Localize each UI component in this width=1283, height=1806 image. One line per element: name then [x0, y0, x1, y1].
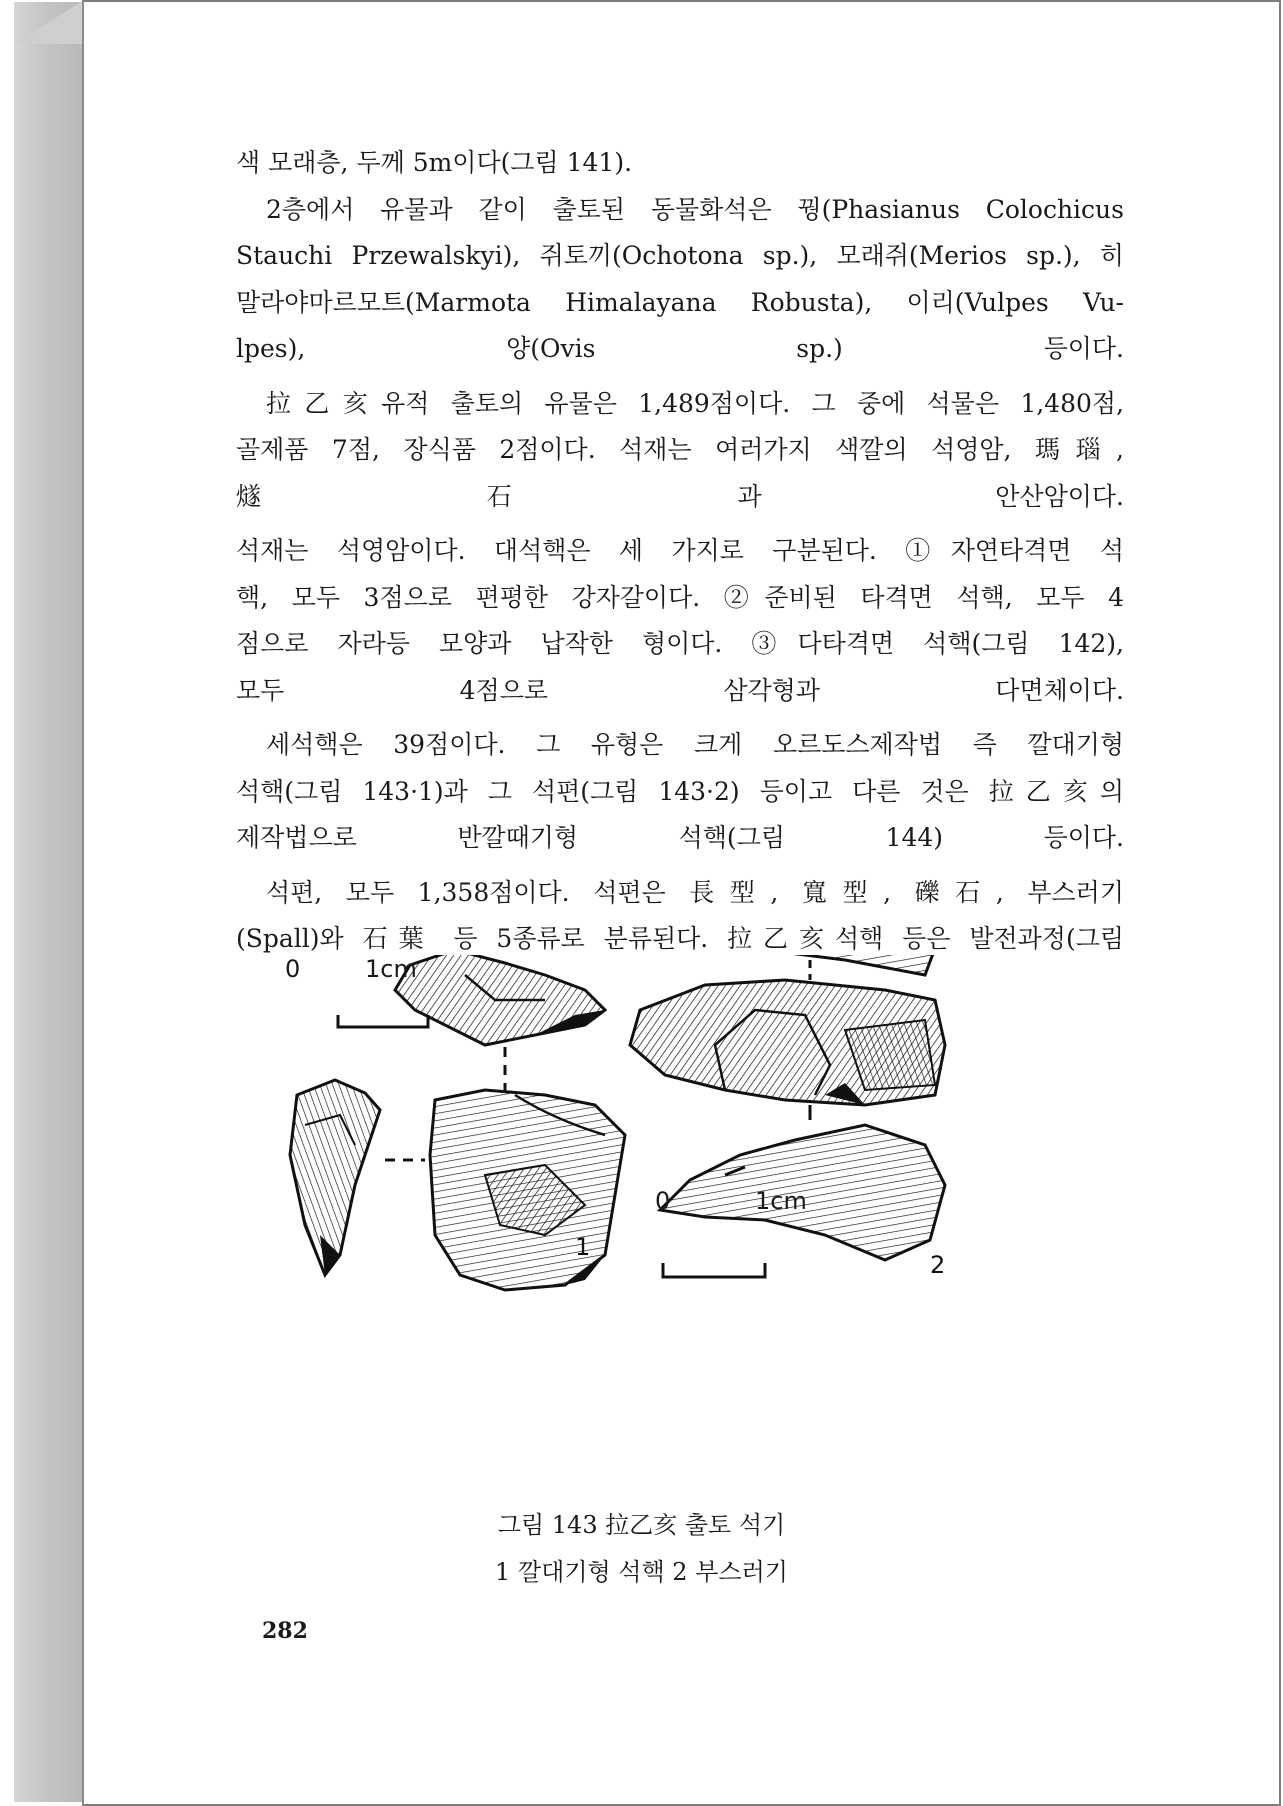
core-top-view	[395, 955, 605, 1045]
paragraph-3	[236, 381, 1124, 521]
line: 핵, 모두 3점으로 편평한 강자갈이다. ②준비된 타격면 석핵, 모두 4	[236, 582, 1124, 612]
book-spine-top	[14, 0, 84, 44]
paragraph-2	[236, 187, 1124, 373]
line: 모두 4점으로 삼각형과 다면체이다.	[236, 675, 1124, 705]
flake-middle-view	[630, 980, 945, 1105]
scale-left-zero: 0	[285, 955, 301, 983]
figure-caption-items: 1 깔대기형 석핵 2 부스러기	[495, 1558, 788, 1586]
flake-top-view	[630, 955, 940, 975]
paragraph-5	[236, 722, 1124, 862]
line: 석핵(그림 143·1)과 그 석편(그림 143·2) 등이고 다른 것은 拉乙亥의	[236, 776, 1124, 806]
line: 점으로 자라등 모양과 납작한 형이다. ③다타격면 석핵(그림 142),	[236, 629, 1124, 658]
line: 석재는 석영암이다. 대석핵은 세 가지로 구분된다. ①자연타격면 석	[236, 536, 1124, 565]
line: 제작법으로 반깔때기형 석핵(그림 144) 등이다.	[236, 823, 1124, 852]
line: 말라야마르모트(Marmota Himalayana Robusta), 이리(Vulpes Vu-	[236, 287, 1124, 317]
line: 색 모래층, 두께 5m이다(그림 141).	[236, 148, 633, 177]
core-front-view	[430, 1090, 625, 1290]
line: lpes), 양(Ovis sp.) 등이다.	[236, 334, 1124, 363]
line: 골제품 7점, 장식품 2점이다. 석재는 여러가지 색깔의 석영암, 瑪瑙,	[236, 435, 1124, 464]
paragraph-1	[236, 140, 1124, 187]
line: (Spall)와 石葉 등 5종류로 분류된다. 拉乙亥석핵 등은 발전과정(그림	[236, 924, 1124, 953]
body-text	[236, 140, 1124, 963]
line: Stauchi Przewalskyi), 쥐토끼(Ochotona sp.), 모래쥐(Merios sp.), 히	[236, 241, 1124, 270]
line: 拉乙亥유적 출토의 유물은 1,489점이다. 그 중에 석물은 1,480점,	[266, 388, 1124, 418]
line: 석편, 모두 1,358점이다. 석편은 長型, 寬型, 礫石, 부스러기	[266, 877, 1124, 907]
figure-143	[285, 955, 1095, 1495]
scale-bar-left	[338, 1015, 428, 1027]
stone-tools-illustration	[285, 955, 1095, 1495]
figure-label-1: 1	[575, 1233, 591, 1261]
paragraph-4	[236, 528, 1124, 714]
paragraph-6	[236, 870, 1124, 963]
line: 세석핵은 39점이다. 그 유형은 크게 오르도스제작법 즉 깔대기형	[266, 730, 1124, 759]
line: 2층에서 유물과 같이 출토된 동물화석은 꿩(Phasianus Colochicus	[266, 194, 1124, 224]
line: 燧石과 안산암이다.	[236, 481, 1124, 511]
scale-right-unit: 1cm	[755, 1187, 807, 1215]
figure-caption-title: 그림 143 拉乙亥 출토 석기	[497, 1511, 786, 1539]
core-side-view	[290, 1080, 380, 1275]
page-number: 282	[262, 1618, 308, 1644]
figure-label-2: 2	[930, 1251, 946, 1279]
scale-right-zero: 0	[655, 1187, 671, 1215]
scale-bar-right	[663, 1263, 765, 1277]
scale-left-unit: 1cm	[365, 955, 417, 983]
